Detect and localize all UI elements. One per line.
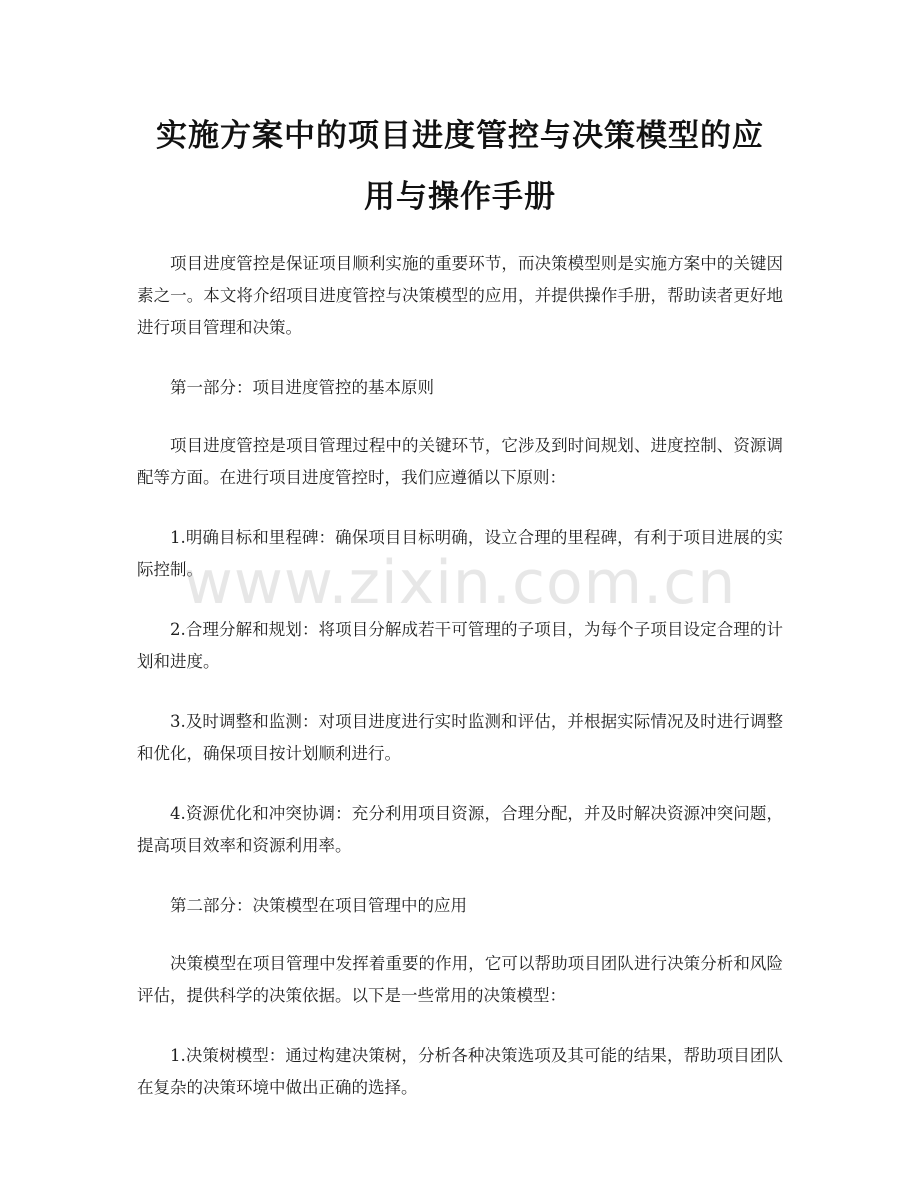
watermark-text: www.zixin.com.cn [183,548,737,618]
document-title-line-1: 实施方案中的项目进度管控与决策模型的应 [156,118,764,154]
principle-2-paragraph: 2.合理分解和规划：将项目分解成若干可管理的子项目，为每个子项目设定合理的计划和进度。 [137,620,783,671]
part-2-intro-paragraph: 决策模型在项目管理中发挥着重要的作用，它可以帮助项目团队进行决策分析和风险评估，提供科学的决策依据。以下是一些常用的决策模型： [137,954,783,1005]
part-1-intro-paragraph: 项目进度管控是项目管理过程中的关键环节，它涉及到时间规划、进度控制、资源调配等方面。在进行项目进度管控时，我们应遵循以下原则： [137,436,783,487]
section-heading-part-2: 第二部分：决策模型在项目管理中的应用 [170,896,467,915]
model-1-paragraph: 1.决策树模型：通过构建决策树，分析各种决策选项及其可能的结果，帮助项目团队在复杂的决策环境中做出正确的选择。 [137,1046,783,1097]
document-body [137,248,783,1132]
document-title-line-2: 用与操作手册 [364,179,556,215]
principle-3-paragraph: 3.及时调整和监测：对项目进度进行实时监测和评估，并根据实际情况及时进行调整和优化，确保项目按计划顺利进行。 [137,712,783,763]
intro-paragraph: 项目进度管控是保证项目顺利实施的重要环节，而决策模型则是实施方案中的关键因素之一。本文将介绍项目进度管控与决策模型的应用，并提供操作手册，帮助读者更好地进行项目管理和决策。 [137,254,783,337]
principle-1-paragraph: 1.明确目标和里程碑：确保项目目标明确，设立合理的里程碑，有利于项目进展的实际控制。 [137,528,783,579]
principle-4-paragraph: 4.资源优化和冲突协调：充分利用项目资源，合理分配，并及时解决资源冲突问题，提高项目效率和资源利用率。 [137,804,783,855]
section-heading-part-1: 第一部分：项目进度管控的基本原则 [170,378,434,397]
